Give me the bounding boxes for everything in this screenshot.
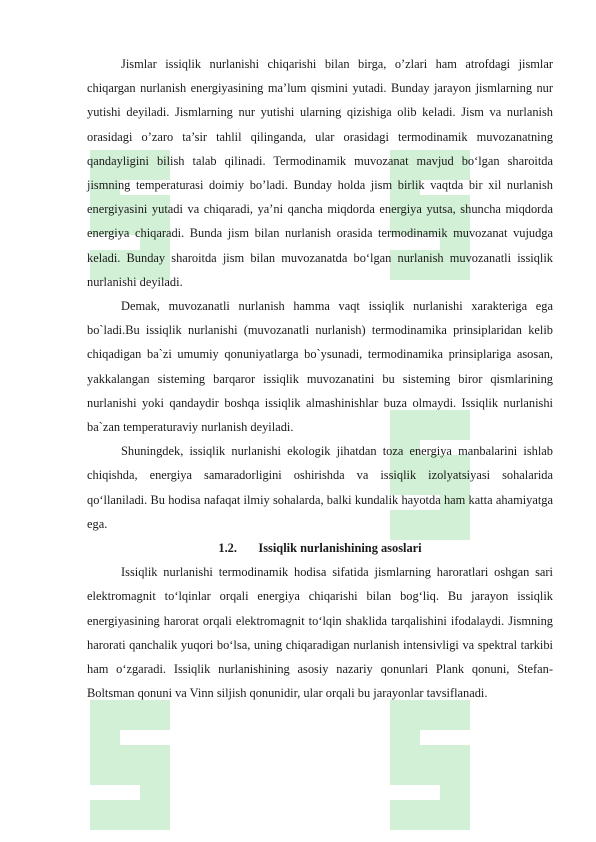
paragraph: Issiqlik nurlanishi termodinamik hodisa sifatida jismlarning haroratlari oshgan sari elektromagnit to‘lqinlar orqali energiya chiqarishi bilan bog‘liq. Bu jarayon issiqlik energiyasining harorat orqali elektromagnit to‘lqin shaklida tarqalishini ifodalaydi. Jismning harorati qanchalik yuqori bo‘lsa, uning chiqaradigan nurlanish intensivligi va spektral tarkibi ham o‘zgaradi. Issiqlik nurlanishining asosiy nazariy qonunlari Plank qonuni, Stefan-Boltsman qonuni va Vinn siljish qonunidir, ular orqali bu jarayonlar tavsiflanadi. [87, 565, 553, 701]
document-body [87, 52, 553, 705]
section-number: 1.2. [218, 541, 237, 556]
watermark-logo-icon [70, 690, 190, 840]
watermark-logo-icon [370, 690, 490, 840]
paragraph: Demak, muvozanatli nurlanish hamma vaqt issiqlik nurlanishi xarakteriga ega bo`ladi.Bu issiqlik nurlanishi (muvozanatli nurlanish) termodinamika prinsiplaridan kelib chiqadigan ba`zi umumiy qonuniyatlarga bo`ysunadi, termodinamika prinsiplariga asosan, yakkalangan sisteming barqaror issiqlik muvozanatini bu sisteming biror qismlarining nurlanishi yoki qandaydir boshqa issiqlik almashinishlar buza olmaydi. Issiqlik nurlanishi ba`zan temperaturaviy nurlanish deyiladi. [87, 299, 553, 435]
section-heading [87, 536, 553, 560]
section-title: Issiqlik nurlanishining asoslari [258, 541, 422, 556]
paragraph: Jismlar issiqlik nurlanishi chiqarishi bilan birga, o’zlari ham atrofdagi jismlar chiqargan nurlanish energiyasining ma’lum qismini yutadi. Bunday jarayon jismlarning nur yutishi deyiladi. Jismlarning nur yutishi ularning qizishiga olib keladi. Jism va nurlanish orasidagi o’zaro ta’sir tahlil qilinganda, ular orasidagi termodinamik muvozanatning qandayligini bilish talab qilinadi. Termodinamik muvozanat mavjud bo‘lgan sharoitda jismning temperaturasi doimiy bo’ladi. Bunday holda jism birlik vaqtda bir xil nurlanish energiyasini yutadi va chiqaradi, ya’ni qancha miqdorda energiya yutsa, shuncha miqdorda energiya chiqaradi. Bunda jism bilan nurlanish orasida termodinamik muvozanat vujudga keladi. Bunday sharoitda jism bilan muvozanatda bo‘lgan nurlanish muvozanatli issiqlik nurlanishi deyiladi. [87, 57, 553, 289]
paragraph: Shuningdek, issiqlik nurlanishi ekologik jihatdan toza energiya manbalarini ishlab chiqishda, energiya samaradorligini oshirishda va issiqlik izolyatsiyasi sohalarida qo‘llaniladi. Bu hodisa nafaqat ilmiy sohalarda, balki kundalik hayotda ham katta ahamiyatga ega. [87, 444, 553, 531]
